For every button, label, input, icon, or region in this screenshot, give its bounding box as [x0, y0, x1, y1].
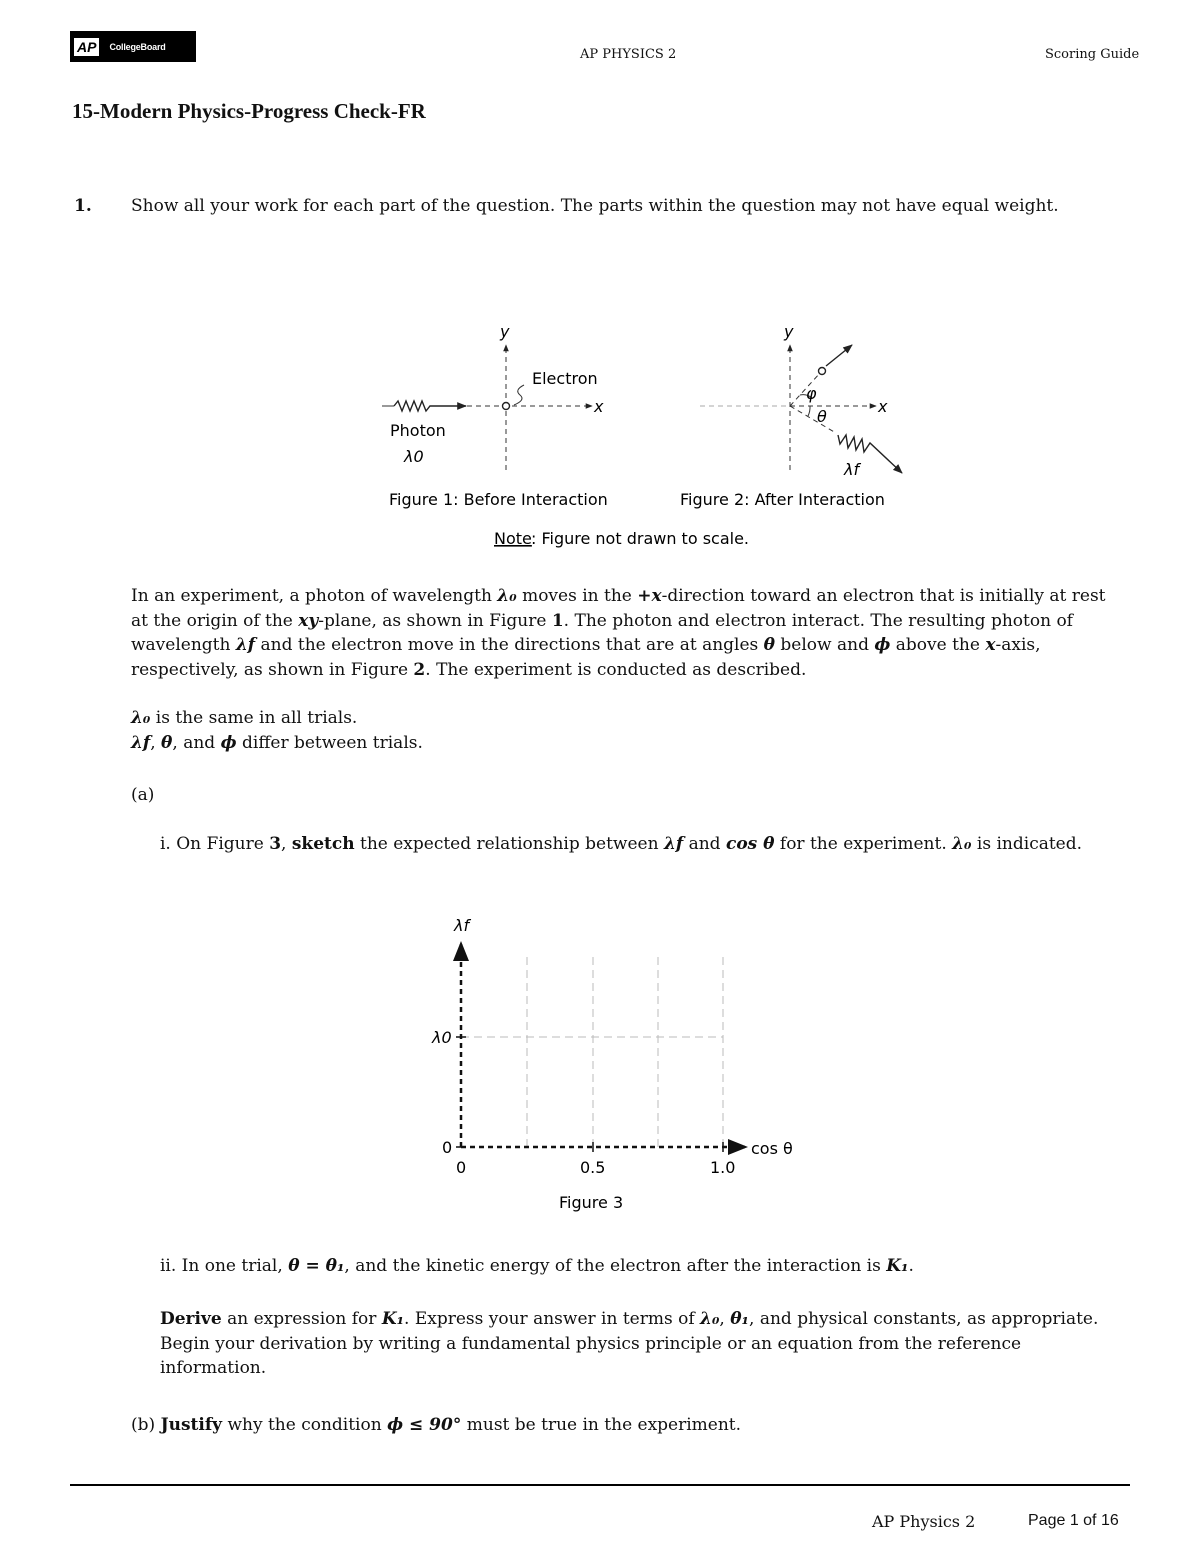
footer-page-number: Page 1 of 16	[1028, 1512, 1119, 1529]
part-a-label: (a)	[131, 785, 155, 805]
collegeboard-logo	[70, 31, 196, 62]
fig1-x-label: x	[594, 397, 604, 416]
fig2-theta: θ	[817, 407, 827, 426]
electron-at-rest	[503, 403, 510, 410]
fig2-x-label: x	[878, 397, 888, 416]
fig3-x-label: cos θ	[751, 1139, 793, 1158]
fig1-y-label: y	[500, 322, 510, 341]
electron-label: Electron	[532, 369, 598, 388]
header-subject: AP PHYSICS 2	[580, 47, 677, 62]
footer-course: AP Physics 2	[872, 1512, 976, 1531]
condition-constant: λ₀ is the same in all trials.	[131, 708, 358, 728]
header-doc-type: Scoring Guide	[1045, 47, 1140, 62]
desc-line-2: at the origin of the xy-plane, as shown in Figure 1. The photon and electron interact. The resulting photon of	[131, 610, 1073, 631]
fig3-y-tick-lambda0: λ0	[432, 1028, 452, 1047]
desc-line-3: wavelength λf and the electron move in the directions that are at angles θ below and ϕ above the x-axis,	[131, 635, 1041, 655]
figure1-caption: Figure 1: Before Interaction	[389, 490, 608, 509]
fig2-lambdaf: λf	[844, 460, 860, 479]
desc-line-1: In an experiment, a photon of wavelength λ₀ moves in the +x-direction toward an electron that is initially at rest	[131, 586, 1106, 606]
note-label: Note	[494, 529, 532, 548]
part-b: (b) Justify why the condition ϕ ≤ 90° must be true in the experiment.	[131, 1415, 742, 1435]
note-text: : Figure not drawn to scale.	[531, 529, 750, 548]
part-a-ii: ii. In one trial, θ = θ₁, and the kinetic energy of the electron after the interaction is K₁.	[160, 1256, 914, 1276]
theta-arc	[808, 406, 810, 416]
derive-line-1: Derive an expression for K₁. Express your answer in terms of λ₀, θ₁, and physical constants, as appropriate.	[160, 1309, 1099, 1329]
desc-line-4: respectively, as shown in Figure 2. The experiment is conducted as described.	[131, 659, 807, 680]
figure-before-after	[370, 315, 930, 555]
photon-scatter-path	[790, 406, 836, 433]
figure3-caption: Figure 3	[559, 1193, 624, 1212]
part-a-i: i. On Figure 3, sketch the expected relationship between λf and cos θ for the experiment. λ₀ is indicated.	[160, 834, 1083, 854]
fig3-x-tick-1.0: 1.0	[710, 1158, 736, 1177]
conditions	[131, 706, 423, 755]
page-title: 15-Modern Physics-Progress Check-FR	[72, 99, 426, 123]
condition-varying: λf, θ, and ϕ differ between trials.	[131, 732, 423, 753]
derive-line-2: Begin your derivation by writing a fundamental physics principle or an equation from the reference	[160, 1333, 1022, 1354]
fig2-phi: φ	[806, 384, 817, 403]
electron-direction-arrow	[826, 345, 852, 366]
scattered-electron	[819, 368, 826, 375]
footer-rule	[70, 1484, 1130, 1486]
figure2-caption: Figure 2: After Interaction	[680, 490, 885, 509]
figure3-graph	[420, 905, 820, 1220]
derive-line-3: information.	[160, 1358, 267, 1378]
question-number: 1.	[74, 196, 92, 216]
fig1-lambda0: λ0	[404, 447, 424, 466]
question-intro: Show all your work for each part of the question. The parts within the question may not have equal weight.	[131, 196, 1059, 216]
photon-label: Photon	[390, 421, 446, 440]
fig3-x-tick-0: 0	[456, 1158, 467, 1177]
ap-logo-mark: AP	[74, 38, 99, 56]
fig3-y-tick-0: 0	[442, 1138, 453, 1157]
electron-pointer	[514, 385, 524, 405]
fig3-y-label: λf	[454, 916, 470, 935]
collegeboard-wordmark: CollegeBoard	[109, 41, 166, 52]
experiment-description	[131, 584, 1131, 682]
part-a-ii-derive	[160, 1307, 1130, 1381]
incident-photon-wave	[394, 401, 466, 411]
fig3-x-tick-0.5: 0.5	[580, 1158, 606, 1177]
fig2-y-label: y	[784, 322, 794, 341]
